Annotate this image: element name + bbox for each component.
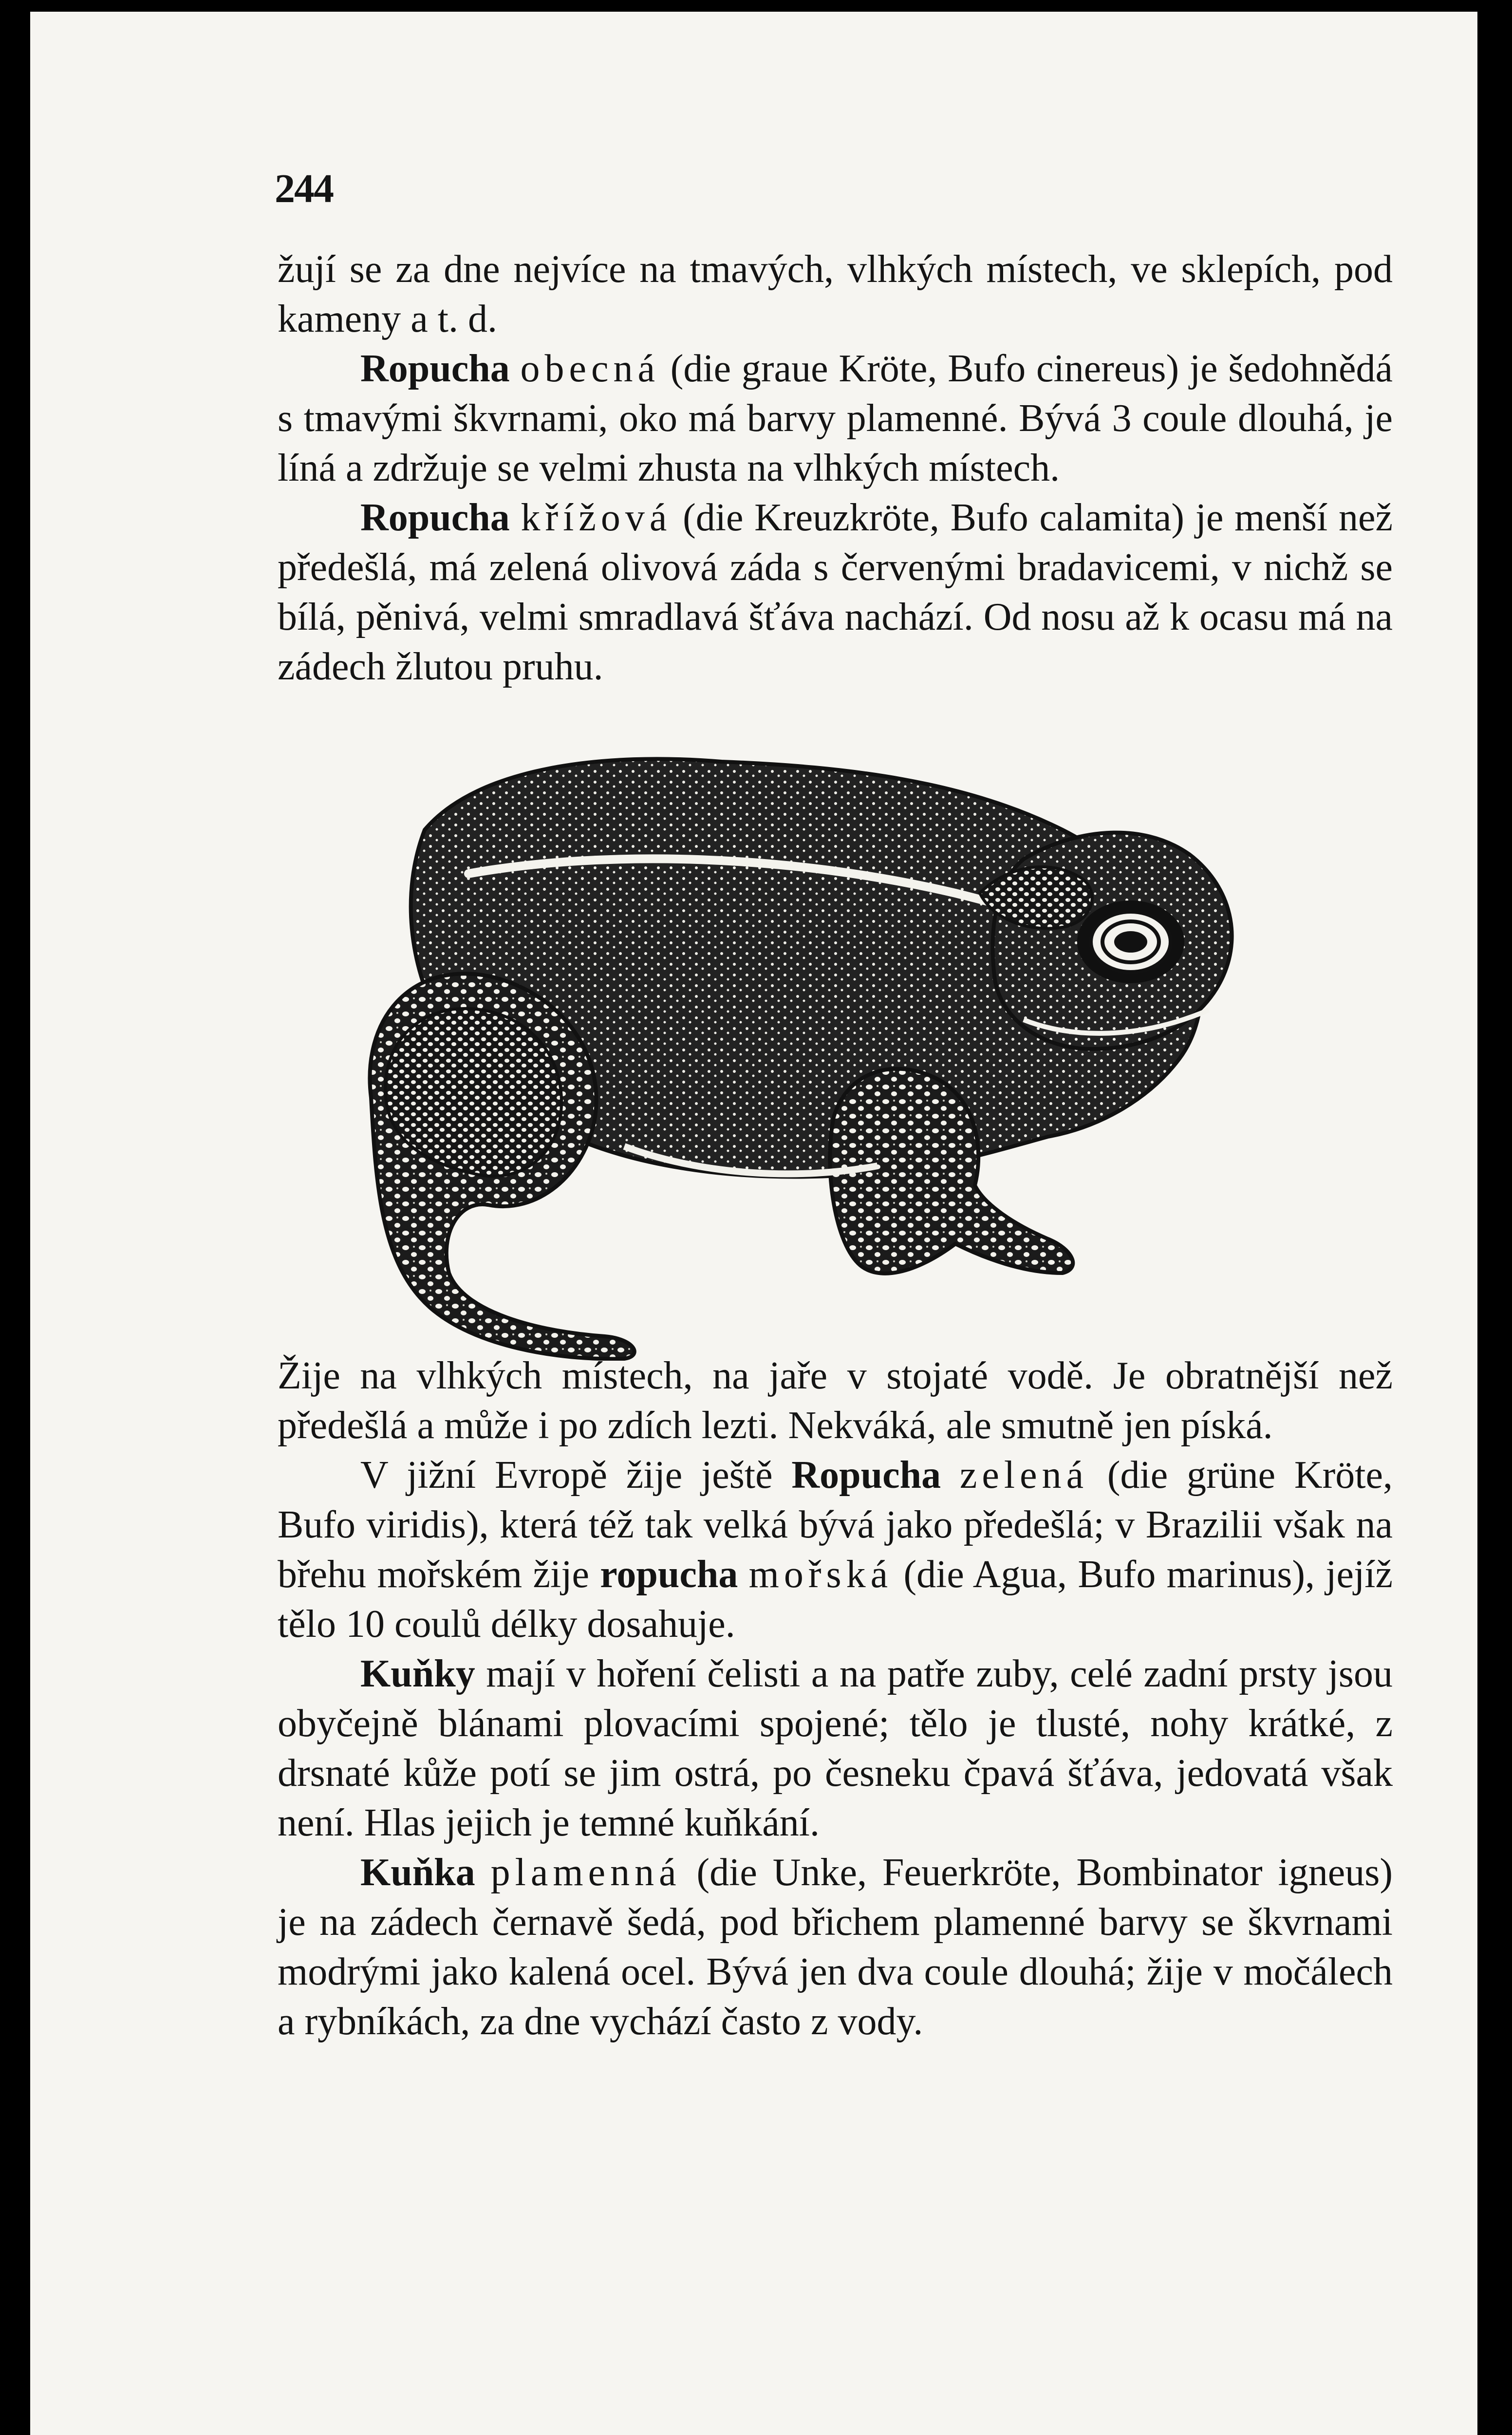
text-run [738, 1553, 748, 1596]
text-run: V jižní Evropě žije ještě [360, 1454, 792, 1497]
paragraph-ropucha-obecna [278, 344, 1393, 493]
text-run: (die Agua, Bufo marinus), jejíž tělo 10 coulů délky dosahuje. [278, 1553, 1393, 1646]
book-page [30, 12, 1477, 2435]
text-run [941, 1454, 960, 1497]
text-run: (die Unke, Feuerkröte, Bombinator igneus) je na zádech černavě šedá, pod břichem plamenné barvy se škvrnami modrými jako kalená ocel. Bývá jen dva coule dlouhá; žije v močálech a rybníkách, za dne vychází často z vody. [278, 1851, 1393, 2043]
text-block-top [278, 244, 1393, 692]
text-block-bottom [278, 1351, 1393, 2046]
paragraph-continuation [278, 244, 1393, 344]
term-spaced: plamenná [490, 1851, 681, 1894]
text-run: (die Kreuzkröte, Bufo calamita) je menší než předešlá, má zelená olivová záda s červenými bradavicemi, v nichž se bílá, pěnivá, velmi smradlavá šťáva nachází. Od nosu až k ocasu má na zádech žlutou pruhu. [278, 496, 1393, 688]
text-run [510, 496, 521, 539]
term-spaced: křížová [521, 496, 672, 539]
term-ropucha: Ropucha [791, 1454, 941, 1497]
toad-engraving [352, 747, 1321, 1361]
term-spaced: mořská [748, 1553, 893, 1596]
term-ropucha: Ropucha [360, 347, 510, 390]
term-ropucha: ropucha [600, 1553, 738, 1596]
text-run [475, 1851, 491, 1894]
term-spaced: zelená [959, 1454, 1089, 1497]
paragraph-kunky [278, 1649, 1393, 1848]
term-spaced: obecná [520, 347, 660, 390]
paragraph-ropucha-krizova [278, 493, 1393, 692]
term-kunky: Kuňky [360, 1652, 475, 1695]
text-run [510, 347, 521, 390]
paragraph-ropucha-zelena [278, 1450, 1393, 1649]
text-run: Žije na vlhkých místech, na jaře v stojaté vodě. Je obratnější než předešlá a může i po zdích lezti. Nekváká, ale smutně jen píská. [278, 1354, 1393, 1447]
text-run: (die grüne Kröte, Bufo viridis), která též tak velká bývá jako předešlá; v Brazilii však na břehu mořském žije [278, 1454, 1393, 1596]
paragraph-habitat [278, 1351, 1393, 1450]
page-number: 244 [275, 166, 333, 211]
paragraph-kunka-plamenna [278, 1848, 1393, 2046]
text-run: mají v hoření čelisti a na patře zuby, celé zadní prsty jsou obyčejně blánami plovacími spojené; tělo je tlusté, nohy krátké, z drsnaté kůže potí se jim ostrá, po česneku čpavá šťáva, jedovatá však není. Hlas jejich je temné kuňkání. [278, 1652, 1393, 1844]
text-run: žují se za dne nejvíce na tmavých, vlhkých místech, ve sklepích, pod kameny a t. d. [278, 248, 1393, 340]
term-kunka: Kuňka [360, 1851, 475, 1894]
term-ropucha: Ropucha [360, 496, 510, 539]
text-run: (die graue Kröte, Bufo cinereus) je šedohnědá s tmavými škvrnami, oko má barvy plamenné. Bývá 3 coule dlouhá, je líná a zdržuje se velmi zhusta na vlhkých místech. [278, 347, 1393, 489]
